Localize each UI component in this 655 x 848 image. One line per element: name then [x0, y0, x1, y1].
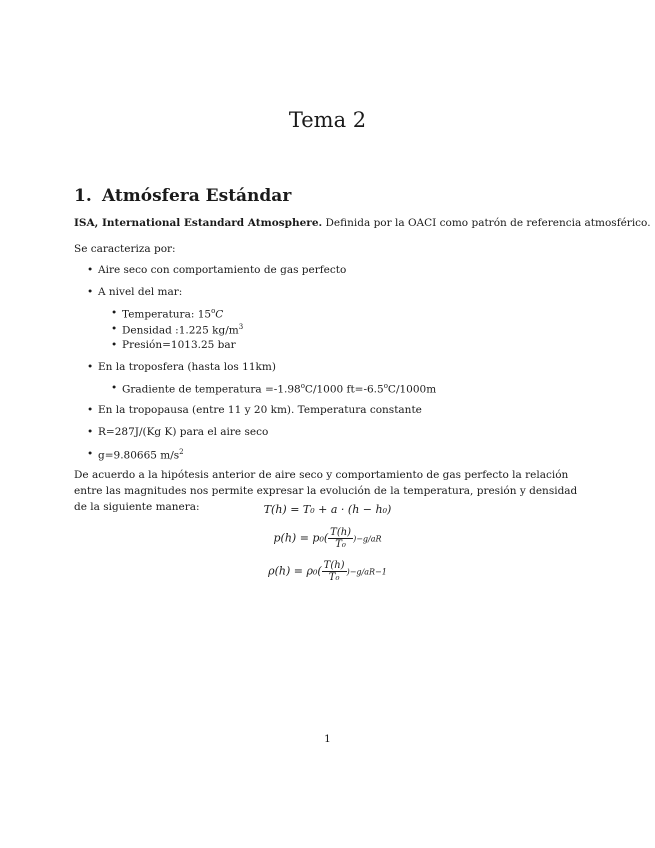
bullet-item: • En la tropopausa (entre 11 y 20 km). Temperatura constante — [98, 404, 422, 426]
equation-temperature: T(h) = T₀ + a · (h − h₀) — [263, 503, 392, 516]
sub-bullet-item: • Temperatura: 15$^o$C — [122, 307, 243, 323]
sub-bullet-item: • Densidad :1.225 $kg/m^3$ — [122, 323, 243, 339]
bullet-item: • A nivel del mar: — [98, 286, 346, 298]
page-title: Tema 2 — [288, 108, 367, 132]
bullet-item: • En la troposfera (hasta los 11km) — [98, 361, 276, 373]
page-number: 1 — [324, 733, 331, 745]
bullet-item: • R=287J/(Kg K) para el aire seco — [98, 426, 422, 448]
section-heading — [74, 186, 291, 206]
sub-bullet-item: • Gradiente de temperatura $=-1.98^oC/1000$ $ft=-6.5^oC/1000m$ — [122, 382, 436, 396]
bullet-list-c — [98, 404, 422, 462]
equation-density: ρ(h) = ρ₀( $\frac{T(h)}{\text{T₀}}$ )−g/aR−1 — [268, 560, 387, 583]
bullet-list-b — [98, 361, 276, 373]
bullet-list-a — [98, 264, 346, 298]
sea-level-list — [122, 307, 243, 351]
intro-paragraph — [74, 215, 651, 231]
fraction: $\frac{T(h)}{\text{T₀}}$ — [330, 527, 352, 550]
section-number: 1. — [74, 186, 92, 206]
bullet-item: • Aire seco con comportamiento de gas perfecto — [98, 264, 346, 286]
caracteriza-text: Se caracteriza por: — [74, 243, 176, 255]
sub-bullet-item: • Presión=1013.25 bar — [122, 339, 243, 351]
section-title: Atmósfera Estándar — [102, 186, 292, 206]
intro-text: Definida por la OACI como patrón de referencia atmosférico. — [322, 217, 651, 229]
bullet-item: • g=9.80665 $m/s^2$ — [98, 448, 422, 462]
fraction: $\frac{T(h)}{\text{T₀}}$ — [323, 560, 345, 583]
equation-pressure: p(h) = p₀( $\frac{T(h)}{\text{T₀}}$ )−g/aR — [273, 527, 382, 550]
tropo-list — [122, 382, 436, 396]
intro-bold: ISA, International Estandard Atmosphere. — [74, 217, 323, 229]
body-paragraph: De acuerdo a la hipótesis anterior de aire seco y comportamiento de gas perfecto la relación entre las magnitudes nos permite expresar la evolución de la temperatura, presión y densidad de la siguiente manera: — [74, 469, 578, 513]
